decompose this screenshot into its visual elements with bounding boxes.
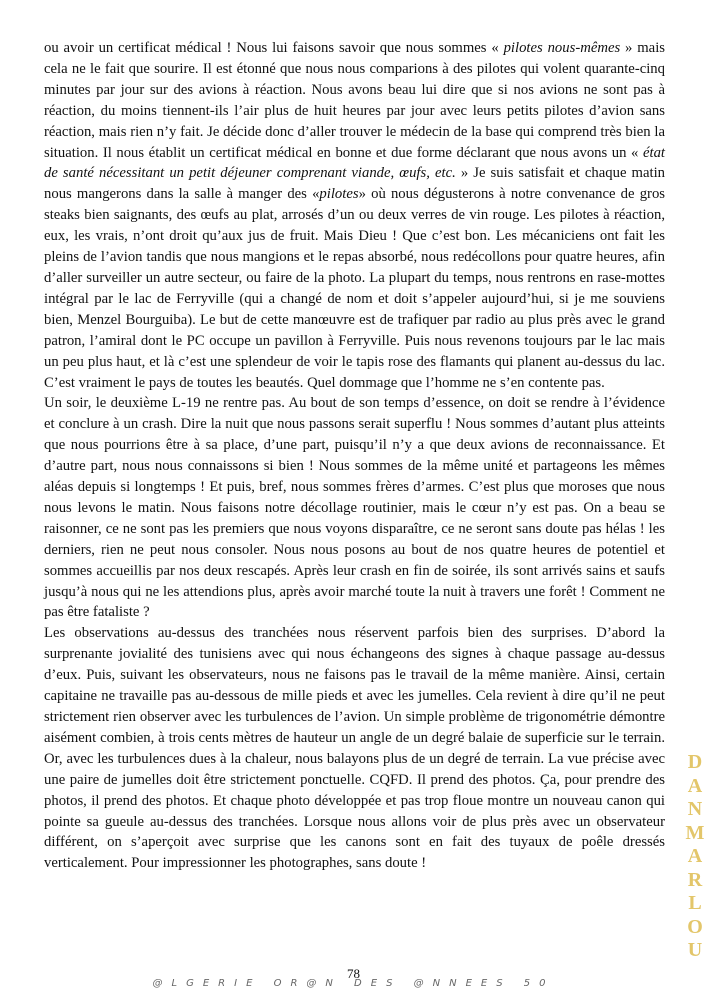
italic-text-run: état de santé nécessitant un petit déjeuner comprenant viande, œufs, etc.	[44, 144, 665, 182]
author-vertical-mark-letter: O	[687, 915, 703, 938]
italic-text-run: pilotes	[319, 186, 359, 203]
author-vertical-mark-letter: A	[687, 845, 703, 867]
italic-text-run: pilotes nous-mêmes	[503, 40, 621, 56]
author-vertical-mark-letter: N	[687, 798, 703, 820]
author-vertical-mark-letter: R	[687, 868, 703, 891]
author-vertical-mark-letter: L	[688, 892, 702, 914]
author-vertical-mark-letter: U	[687, 939, 703, 961]
page-number: 78	[347, 966, 360, 981]
author-vertical-mark-letter: M	[685, 821, 705, 844]
document-body	[44, 38, 665, 874]
text-run: Les observations au-dessus des tranchées nous réservent parfois bien des surprises. D’abord la surprenante jovialité des tunisiens avec qui nous échangeons des signes à chaque passage au-dessus d’eux. Puis, suivant les observateurs, nous ne faisons pas le travail de la même manière. Ainsi, certain capitaine ne travaille pas au-dessous de mille pieds et avec les jumelles. Cela revient à dire qu’il ne peut strictement rien observer avec les turbulences de l’avion. Un simple problème de trigonométrie démontre aisément combien, à trois cents mètres de hauteur un angle de un degré balaie de superficie sur le terrain. Or, avec les turbulences dues à la chaleur, nous balayons plus de un degré de terrain. La vue précise avec une paire de jumelles doit être strictement ponctuelle. CQFD. Il prend des photos. Ça, pour prendre des photos, il prend des photos. Et chaque photo développée et pas trop floue montre un nouveau canon qui pointe sa gueule au-dessus des tranchées. Lorsque nous allons voir de plus près avec un observateur différent, on s’aperçoit avec surprise que les canons sont en fait des tuyaux de poêle dressés verticalement. Pour impressionner les photographes, sans doute !	[44, 625, 665, 872]
paragraph-3	[44, 623, 665, 874]
text-run: » où nous dégusterons à notre convenance de gros steaks bien saignants, des œufs au plat, arrosés d’un ou deux verres de vin rouge. Les pilotes à réaction, eux, les vrais, n’ont droit qu’aux jus de fruit. Mais Dieu ! Que c’est bon. Les mécaniciens ont fait les pleins de l’avion tandis que nous mangions et le repas absorbé, nous redécollons pour quatre heures, afin d’aller surveiller un autre secteur, ou faire de la photo. La plupart du temps, nous rentrons en rase-mottes intégral par le lac de Ferryville (qui a changé de nom et doit s’appeler aujourd’hui, si je me souviens bien, Menzel Bourguiba). Le but de cette manœuvre est de trafiquer par radio au plus près avec le grand patron, l’amiral dont le PC occupe un pavillon à Ferryville. Puis nous revenons toujours par le lac mais un peu plus haut, et là c’est une splendeur de voir le tapis rose des flamants qui planent au-dessus du lac. C’est vraiment le pays de toutes les beautés. Quel dommage que l’homme ne s’en contente pas.	[44, 186, 665, 391]
paragraph-1	[44, 38, 665, 393]
text-run: » Je suis satisfait et chaque matin nous mangerons dans la salle à manger des «	[44, 165, 665, 203]
author-vertical-mark-letter: A	[687, 774, 703, 797]
running-footer: @LGERIE OR@N DES @NNEES 50	[152, 978, 555, 989]
author-vertical-mark-letter: D	[687, 751, 703, 773]
text-run: » mais cela ne le fait que sourire. Il est étonné que nous nous comparions à des pilotes qui volent quarante-cinq minutes par jour sur des avions à réaction. Nous avons beau lui dire que si nos avions ne sont pas à réaction, du moins tiennent-ils l’air plus de huit heures par jour avec leurs petits pilotes d’avion sans réaction, mais rien n’y fait. Je décide donc d’aller trouver le médecin de la base qui comprend très bien la situation. Il nous établit un certificat médical en bonne et due forme déclarant que nous avons un «	[44, 40, 665, 161]
text-run: ou avoir un certificat médical ! Nous lui faisons savoir que nous sommes «	[44, 40, 504, 56]
paragraph-2	[44, 393, 665, 623]
text-run: Un soir, le deuxième L-19 ne rentre pas. Au bout de son temps d’essence, on doit se rendre à l’évidence et conclure à un crash. Dire la nuit que nous passons serait superflu ! Nous sommes d’autant plus atteints que nous pourrions être à sa place, d’une part, puisqu’il n’y a que deux avions de reconnaissance. Et d’autre part, nous nous connaissons si bien ! Nous sommes de la même unité et partageons les mêmes aléas depuis si longtemps ! Et puis, bref, nous sommes frères d’armes. C’est plus que moroses que nous nous levons le matin. Nous faisons notre décollage routinier, mais le cœur n’y est pas. On a beau se raisonner, ce ne sont pas les premiers que nous voyons disparaître, ce ne seront sans doute pas hélas ! les derniers, rien ne peut nous consoler. Nous nous posons au bout de nos quatre heures de potentiel et sommes accueillis par nos deux rescapés. Après leur crash en fin de soirée, ils sont arrivés sains et saufs jusqu’à nous qui ne les attendions plus, après avoir marché toute la nuit à travers une forêt ! Comment ne pas être fataliste ?	[44, 395, 665, 621]
author-vertical-mark	[683, 752, 707, 960]
